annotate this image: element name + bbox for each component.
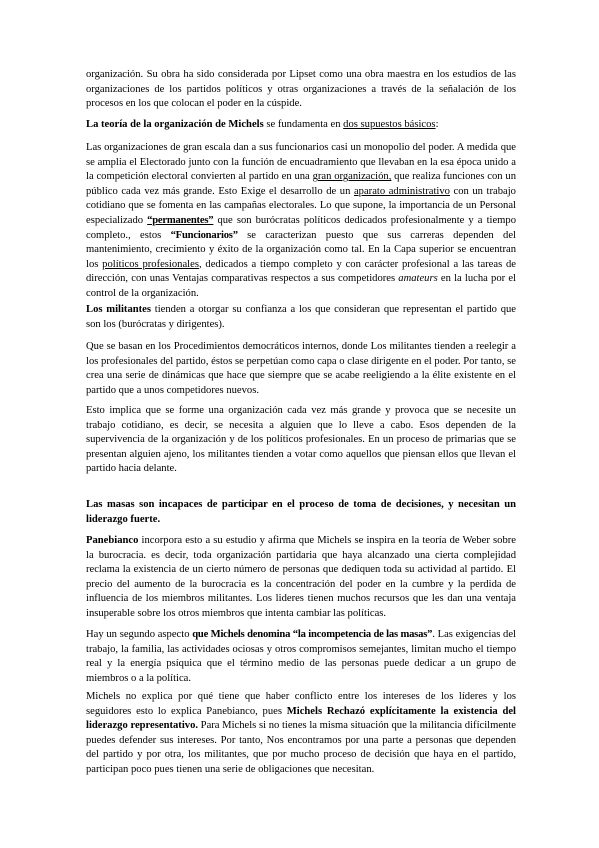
militants-lead: Los militantes: [86, 304, 151, 315]
panebianco-lead: Panebianco: [86, 535, 139, 546]
panebianco-text: incorpora esto a su estudio y afirma que Michels se inspira en la teoría de Weber sobre la burocracia. es decir, toda organización partidaria que haya alcanzado una cierta complejidad reclama la existencia de un cierto número de personas que dediquen toda su actividad al partido. El precio del aumento de la burocracia es la concentración del poder en la cumbre y la perdida de influencia de los miembros militantes. Los lideres tienen muchos recursos que les dan una ventaja insuperable sobre los otros miembros que intenta cambiar las políticas.: [86, 535, 516, 619]
org-it1: amateurs: [398, 273, 438, 285]
theory-link: dos supuestos básicos: [343, 119, 436, 130]
org-u3: “permanentes”: [147, 214, 214, 226]
militants-text: tienden a otorgar su confianza a los que consideran que representan el partido que son los (burócratas y dirigentes).: [86, 304, 516, 330]
org-s4: que son burócratas políticos dedicados profesionalmente y a tiempo completo., estos: [86, 214, 516, 241]
paragraph-theory: [86, 118, 516, 133]
paragraph-implications: [86, 404, 516, 477]
second-aspect-b1: que Michels denomina “la incompetencia de las masas”: [192, 629, 433, 640]
org-s2: que realiza funciones con un público cada vez más grande. Esto Exige el desarrollo de un: [86, 171, 516, 197]
paragraph-militants: [86, 303, 516, 332]
org-s3: con un trabajo cotidiano que se fomenta en las campañas electorales. Lo que supone, la importancia de un Personal especializado: [86, 185, 516, 226]
paragraph-procedures: [86, 340, 516, 398]
org-u2: aparato administrativo: [353, 185, 450, 197]
org-s1: Las organizaciones de gran escala dan a sus funcionarios casi un monopolio del poder. A medida que se amplia el Electorado junto con la función de encuadramiento que llevaban en la esa época unido a la competición electoral convierten al partido en una: [86, 142, 516, 183]
paragraph-intro: [86, 68, 516, 112]
paragraph-panebianco: [86, 534, 516, 622]
paragraph-leadership: [86, 690, 516, 778]
org-s6: , dedicados a tiempo completo y con carácter profesional a las tareas de dirección, con unas Ventajas comparativas respectos a sus competidores: [86, 258, 517, 285]
org-s7: en la lucha por el control de la organización.: [86, 273, 516, 299]
paragraph-second-aspect: [86, 628, 516, 686]
org-u4: políticos profesionales: [102, 258, 199, 270]
section-heading-text: Las masas son incapaces de participar en el proceso de toma de decisiones, y necesitan un liderazgo fuerte.: [86, 499, 516, 525]
second-aspect-s2: . Las exigencias del trabajo, la familia, las actividades ociosas y otros compromisos semejantes, limitan mucho el tiempo real y la energía psíquica que el término medio de las personas puede dedicar a un grupo de miembros o a la política.: [86, 629, 516, 684]
org-q1: “Funcionarios”: [170, 229, 238, 241]
second-aspect-s1: Hay un segundo aspecto: [86, 629, 193, 640]
org-u1: gran organización,: [312, 171, 392, 183]
org-s5: se caracterizan puesto que sus carreras dependen del mantenimiento, crecimiento y éxito de la organización como tal. En la Capa superior se encuentran los: [86, 229, 516, 270]
procedures-text: Que se basan en los Procedimientos democráticos internos, donde Los militantes tienden a reelegir a los profesionales del partido, éstos se perpetúan como capa o clase dirigente en el poder. Por tanto, se crea una serie de dinámicas que hace que siempre que se acabe reeligiendo a la élite existente en el partido que a unos competidores nuevos.: [86, 341, 516, 396]
theory-mid: se fundamenta en: [263, 119, 344, 130]
theory-end: :: [435, 119, 439, 130]
theory-lead: La teoría de la organización de Michels: [86, 119, 264, 130]
leadership-b1: Michels Rechazó explícitamente la existencia del liderazgo representativo.: [86, 705, 516, 732]
implications-text: Esto implica que se forme una organización cada vez más grande y provoca que se necesite un trabajo cotidiano, es decir, se necesita a alguien que lo lleve a cabo. Esos dependen de la supervivencia de la organización y de los políticos profesionales. En un proceso de primarias que se presentan alguien ajeno, los militantes tienden a votar como aquellos que piensan ellos que llevan el partido hacia delante.: [86, 405, 516, 475]
paragraph-intro-text: organización. Su obra ha sido considerada por Lipset como una obra maestra en los estudios de las organizaciones de los partidos políticos y otras organizaciones a través de la señalación de los procesos en los que colocan el poder en la cúspide.: [86, 69, 516, 110]
leadership-s2: Para Michels si no tienes la misma situación que la militancia difícilmente puedes defender sus intereses. Por tanto, Nos encontramos por una parte a personas que dependen del partido y por otra, los militantes, que por mucho proceso de decisión que haya en el partido, participan poco pues tienen una serie de obligaciones que necesitan.: [86, 720, 516, 775]
leadership-s1: Michels no explica por qué tiene que haber conflicto entre los intereses de los líderes y los seguidores esto lo explica Panebianco, pues: [86, 691, 516, 717]
section-heading: [86, 498, 516, 527]
paragraph-organizations: [86, 141, 516, 302]
